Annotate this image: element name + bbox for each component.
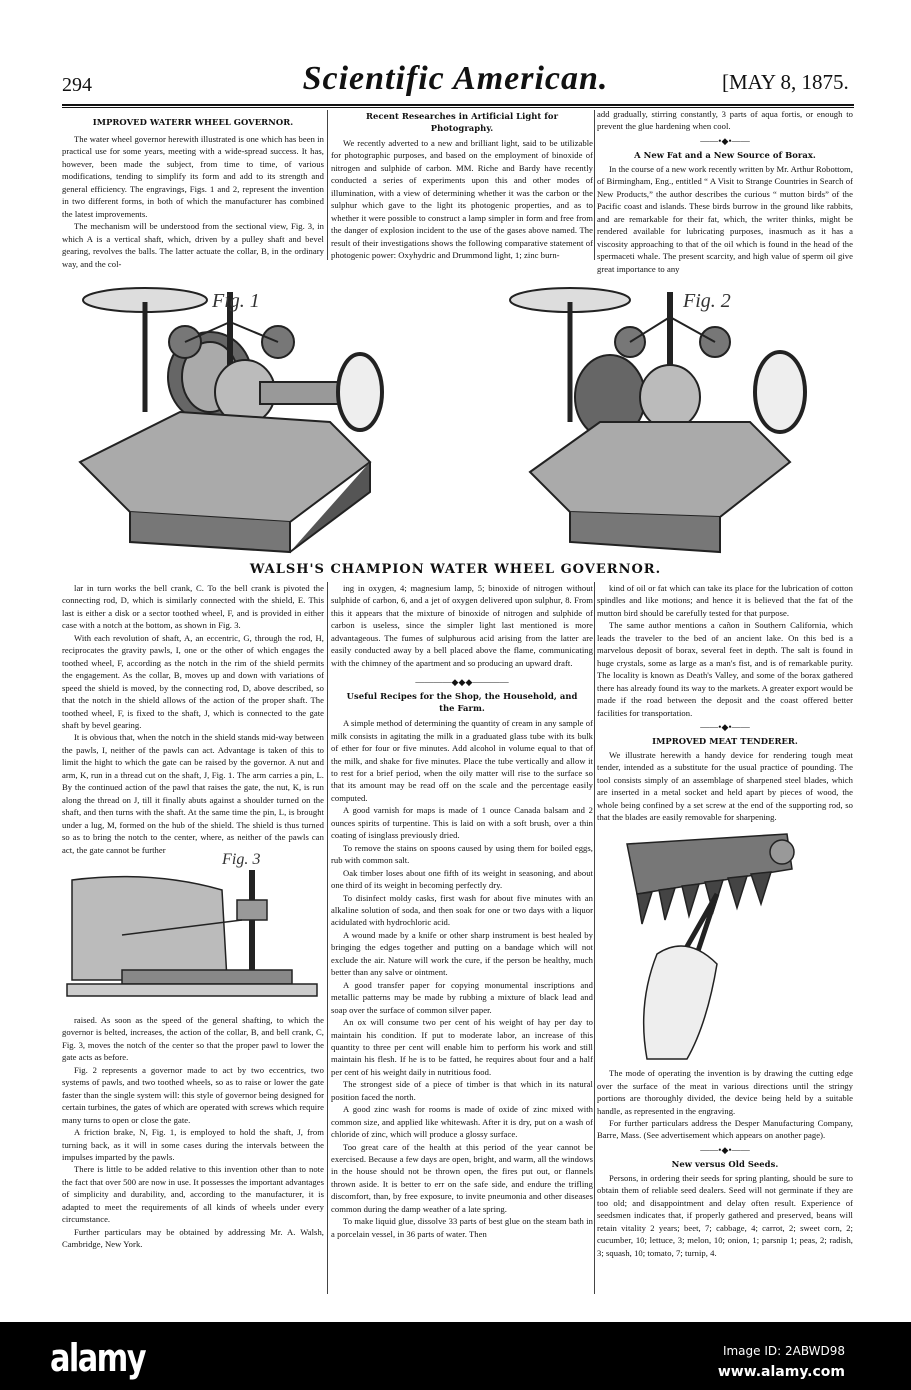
article-title: IMPROVED WATERR WHEEL GOVERNOR. xyxy=(92,117,294,127)
paragraph: Fig. 2 represents a governor made to act by two eccentrics, two systems of pawls, and two toothed wheels, so as to raise or lower the gate faster than the single system will: this style of governor being designed for certain turbines, the gates of which are operated with screws which require many turns to open or close the gate. xyxy=(62,1064,324,1125)
article-artificial-light xyxy=(331,108,593,262)
figure-3-area xyxy=(62,850,324,1014)
paragraph: Persons, in ordering their seeds for spring planting, should be sure to obtain them of reliable seed dealers. Seed will not germinate if they are too old; and disappointment and delay often result. Experience of seedsmen indicates that, if properly gathered and preserved, beans will retain vitality 2 years; beet, 7; cabbage, 4; carrot, 2; sweet corn, 2; cucumber, 10; lettuce, 3; melon, 10; onion, 1; parsnip 1; peas, 2; radish, 3; squash, 10; tomato, 7; turnip, 4. xyxy=(597,1172,853,1258)
paragraph: The strongest side of a piece of timber is that which in its natural position faced the north. xyxy=(331,1079,593,1102)
paragraph: In the course of a new work recently written by Mr. Arthur Robottom, of Birmingham, Eng., entitled “ A Visit to Strange Countries in Search of New Products,” the author describes the curious “ mutton birds” of the Pacific coast and islands. These birds burrow in the ground like rabbits, and are remarkable for their fat, which, the writer thinks, might be rendered available for lubricating purposes, inasmuch as it has a viscosity approaching to that of the oil which is found in the head of the spermaceti whale. The present scarcity, and high value of sperm oil give great importance to any xyxy=(597,163,853,274)
article-new-fat xyxy=(597,108,853,275)
paragraph: To disinfect moldy casks, first wash for about five minutes with an alkaline solution of soda, and then soak for one or two days with a liquor acidulated with hydrochloric acid. xyxy=(331,892,593,928)
paragraph: To make liquid glue, dissolve 33 parts of best glue on the steam bath in a porcelain vessel, in 36 parts of water. Then xyxy=(331,1216,593,1239)
paragraph: Too great care of the health at this period of the year cannot be exercised. Because a few days are open, bright, and warm, all the windows in the house should not be thrown open, the fires put out, or flannels thrown aside. It is better to err on the safe side, and endure the trifling discomfort, than, by free exposure, to invite pneumonia and other diseases common during the damp weather of a late spring. xyxy=(331,1141,593,1214)
image-id: Image ID: 2ABWD98 xyxy=(722,1344,845,1358)
figure-3-label: Fig. 3 xyxy=(222,850,261,868)
paragraph: raised. As soon as the speed of the general shafting, to which the governor is belted, increases, the action of the collar, B, and bell crank, C, Fig. 3, moves the notch of the center so that the proper pawl to lower the gate acts as before. xyxy=(62,1014,324,1063)
paragraph: A good zinc wash for rooms is made of oxide of zinc mixed with common size, and applied like whitewash. After it is dry, put on a wash of chloride of zinc, which will produce a glossy surface. xyxy=(331,1104,593,1140)
article-title: Recent Researches in Artificial Light for Photography. xyxy=(365,111,559,133)
column-recipes xyxy=(331,582,593,1240)
paragraph: ing in oxygen, 4; magnesium lamp, 5; binoxide of nitrogen without sulphide of carbon, 6, and a jet of oxygen delivered upon sulphur, 8. From this it appears that the mixture of binoxide of nitrogen and sulphide of carbon is useless, since the simpler light last mentioned is more advantageous. The fumes of sulphurous acid arising from the latter are easily conducted away by a bell placed above the flame, communicating with the chimney of the apartment and so producing an upward draft. xyxy=(331,583,593,668)
paragraph: The mode of operating the invention is by drawing the cutting edge over the surface of the meat in various directions until the stringy portions are thoroughly divided, the device being held by a suitable handle, as represented in the engraving. xyxy=(597,1068,853,1116)
column-divider xyxy=(594,110,595,260)
ornament-divider: ——•◆•—— xyxy=(700,135,750,146)
paragraph: For further particulars address the Desper Manufacturing Company, Barre, Mass. (See advertisement which appears on another page). xyxy=(597,1117,853,1141)
figure-1-label: Fig. 1 xyxy=(212,290,260,312)
article-title: IMPROVED MEAT TENDERER. xyxy=(652,735,798,746)
figure-2-label: Fig. 2 xyxy=(683,290,731,312)
article-water-wheel-top xyxy=(62,112,324,270)
meat-tenderer-engraving xyxy=(597,824,853,1064)
site-url: www.alamy.com xyxy=(717,1364,845,1380)
masthead: Scientific American. xyxy=(302,60,609,97)
paragraph: With each revolution of shaft, A, an eccentric, G, through the rod, H, reciprocates the gravity pawls, I, one or the other of which engages the toothed wheel, F, according as the notch in the rim of the shield permits the engagement. As the collar, B, moves up and down with variations of speed the shield is moved, by the connecting rod, D, above described, so that the notch in the shield allows of the action of the proper shaft. The toothed wheel, F, is fixed to the shaft, J, which is connected to the gate shaft by bevel gearing. xyxy=(62,632,324,730)
ornament-divider: ————◆◆◆———— xyxy=(415,677,509,688)
paragraph: Further particulars may be obtained by addressing Mr. A. Walsh, Cambridge, New York. xyxy=(62,1226,324,1250)
paragraph: Oak timber loses about one fifth of its weight in seasoning, and about one third of its weight in becoming perfectly dry. xyxy=(331,867,593,891)
column-divider xyxy=(594,582,595,1294)
paragraph: It is obvious that, when the notch in the shield stands mid-way between the pawls, I, neither of the pawls can act. Advantage is taken of this to limit the hight to which the gate can be raised by the governor. A nut and arm, K, run in a thread cut on the shaft, J, Fig. 1. The arm carries a pin, L. By the continued action of the pawl that raises the gate, the nut, K, is run along the thread on J, till it finally abuts against a shoulder turned on the shaft, and then turns with the shaft. At the same time the pin, L, is brought under a lug, M, formed on the hub of the shield. The shield is thus turned so as to bring the notch to the center, where, as neither of the pawls can act, the gate cannot be further xyxy=(62,732,324,855)
paragraph: There is little to be added relative to this invention other than to note the fact that over 500 are now in use. It possesses the important advantages of simplicity and durability, and, according to the manufacturer, it is adapted to meet the requirements of all kinds of wheels under every circumstance. xyxy=(62,1164,325,1225)
paragraph: A good transfer paper for copying monumental inscriptions and metallic patterns may be made by rubbing a mixture of black lead and soap over the surface of common silver paper. xyxy=(331,979,593,1015)
paragraph: lar in turn works the bell crank, C. To the bell crank is pivoted the connecting rod, D, which is similarly connected with the shield, E. This last is either a disk or a sector toothed wheel, F, and is provided in either case with a notch at the bottom, as shown in Fig. 3. xyxy=(62,583,324,631)
column-meat-tenderer xyxy=(597,582,853,1259)
paragraph: The mechanism will be understood from the sectional view, Fig. 3, in which A is a vertical shaft, which, driven by a pulley shaft and bevel gearing, revolves the balls. The latter actuate the collar, B, in the ordinary way, and the col- xyxy=(62,221,324,269)
ornament-divider: ——•◆•—— xyxy=(700,721,750,732)
paragraph: A simple method of determining the quantity of cream in any sample of milk consists in agitating the milk in a graduated glass tube with its bulk of ether for four or five minutes. Add alcohol in volume equal to that of the milk, and shake for five minutes. Place the tube vertically and allow it to rest for a brief period, when the oily matter will rise to the surface so that its amount may be read off on the scale and the percentage easily computed. xyxy=(331,718,593,803)
column-divider xyxy=(327,582,328,1294)
watermark-banner xyxy=(0,1322,911,1390)
ornament-divider: ——•◆•—— xyxy=(700,1144,750,1155)
column-divider xyxy=(327,110,328,260)
figure-1-governor-engraving xyxy=(60,262,460,562)
paragraph: To remove the stains on spoons caused by using them for boiled eggs, rub with common salt. xyxy=(331,842,593,866)
continued-text: add gradually, stirring constantly, 3 parts of aqua fortis, or enough to prevent the glue hardening when cool. xyxy=(597,109,853,132)
article-title: Useful Recipes for the Shop, the Household, and the Farm. xyxy=(346,691,578,714)
paragraph: kind of oil or fat which can take its place for the lubrication of cotton spindles and like motions; and hence it is believed that the fat of the mutton bird should be carefully tested for that purpose. xyxy=(597,583,853,618)
paragraph: We recently adverted to a new and brilliant light, said to be utilizable for photographic purposes, and based on the employment of binoxide of nitrogen and sulphide of carbon. MM. Riche and Bardy have recently conducted a series of experiments upon this and other modes of illumination, with a view of determining whether it was the carbon or the sulphur which gave to the light its photogenic properties, and as to whether it were possible to construct a lamp simpler in form and free from the danger of explosion incident to the use of the gases above named. The result of their investigations shows the following comparative statement of photogenic power: Oxyhydric and Drummond light, 1; zinc burn- xyxy=(331,138,593,261)
page-number: 294 xyxy=(62,74,92,96)
article-title: A New Fat and a New Source of Borax. xyxy=(634,149,816,160)
article-water-wheel-continued xyxy=(62,582,324,1251)
paragraph: A wound made by a knife or other sharp instrument is best healed by bringing the edges together and putting on a bandage which will not exclude the air. Nature will work the cure, if the person be healthy, much better than any salve or ointment. xyxy=(331,929,593,978)
paragraph: We illustrate herewith a handy device for rendering tough meat tender, intended as a substitute for the usual practice of pounding. The tool consists simply of an assemblage of sharpened steel blades, which are inserted in a metal socket and held apart by pieces of wood, the whole being confined by a set screw at the end of the supporting rod, so that the blades are easily removable for sharpening. xyxy=(597,749,853,823)
figure-2-governor-engraving xyxy=(490,262,850,562)
article-title: New versus Old Seeds. xyxy=(671,1158,779,1169)
paragraph: The water wheel governor herewith illustrated is one which has been in practical use for some years, meeting with a wide-spread success. It has, however, been made the subject, from time to time, of various modifications, tending to simplify its form and add to its strength and general efficiency. The engravings, Figs. 1 and 2, represent the invention in two different forms, in both of which the manufacturer has combined the latest improvements. xyxy=(62,134,324,219)
figure-caption: WALSH'S CHAMPION WATER WHEEL GOVERNOR. xyxy=(249,562,662,577)
alamy-logo: alamy xyxy=(50,1336,145,1380)
paragraph: A good varnish for maps is made of 1 ounce Canada balsam and 2 ounces spirits of turpentine. This is laid on with a soft brush, over a thin coating of isinglass previously dried. xyxy=(331,805,593,841)
figure-3-sectional-engraving xyxy=(62,860,324,1010)
issue-date: [MAY 8, 1875. xyxy=(722,70,849,94)
paragraph: A friction brake, N, Fig. 1, is employed to hold the shaft, J, from turning back, as it will in some cases during the intervals between the impulses imparted by the pawls. xyxy=(62,1127,324,1162)
paragraph: An ox will consume two per cent of his weight of hay per day to maintain his condition. If put to moderate labor, an increase of this quantity to three per cent will enable him to perform his work and still maintain his flesh. If he is to be fatted, he requires about four and a half per cent of his weight daily in nutritious food. xyxy=(331,1017,593,1077)
paragraph: The same author mentions a cañon in Southern California, which leads the traveler to the bed of an ancient lake. On this bed is a marvelous deposit of borax, several feet in depth. The salt is found in huge crystals, some as large as a man's fist, and is of remarkable purity. The locality is known as Death's Valley, and some of the borax gathered there has already found its way to the markets. A greater export would be made if the road between the deposit and the coast offered better facilities for transportation. xyxy=(597,620,853,718)
